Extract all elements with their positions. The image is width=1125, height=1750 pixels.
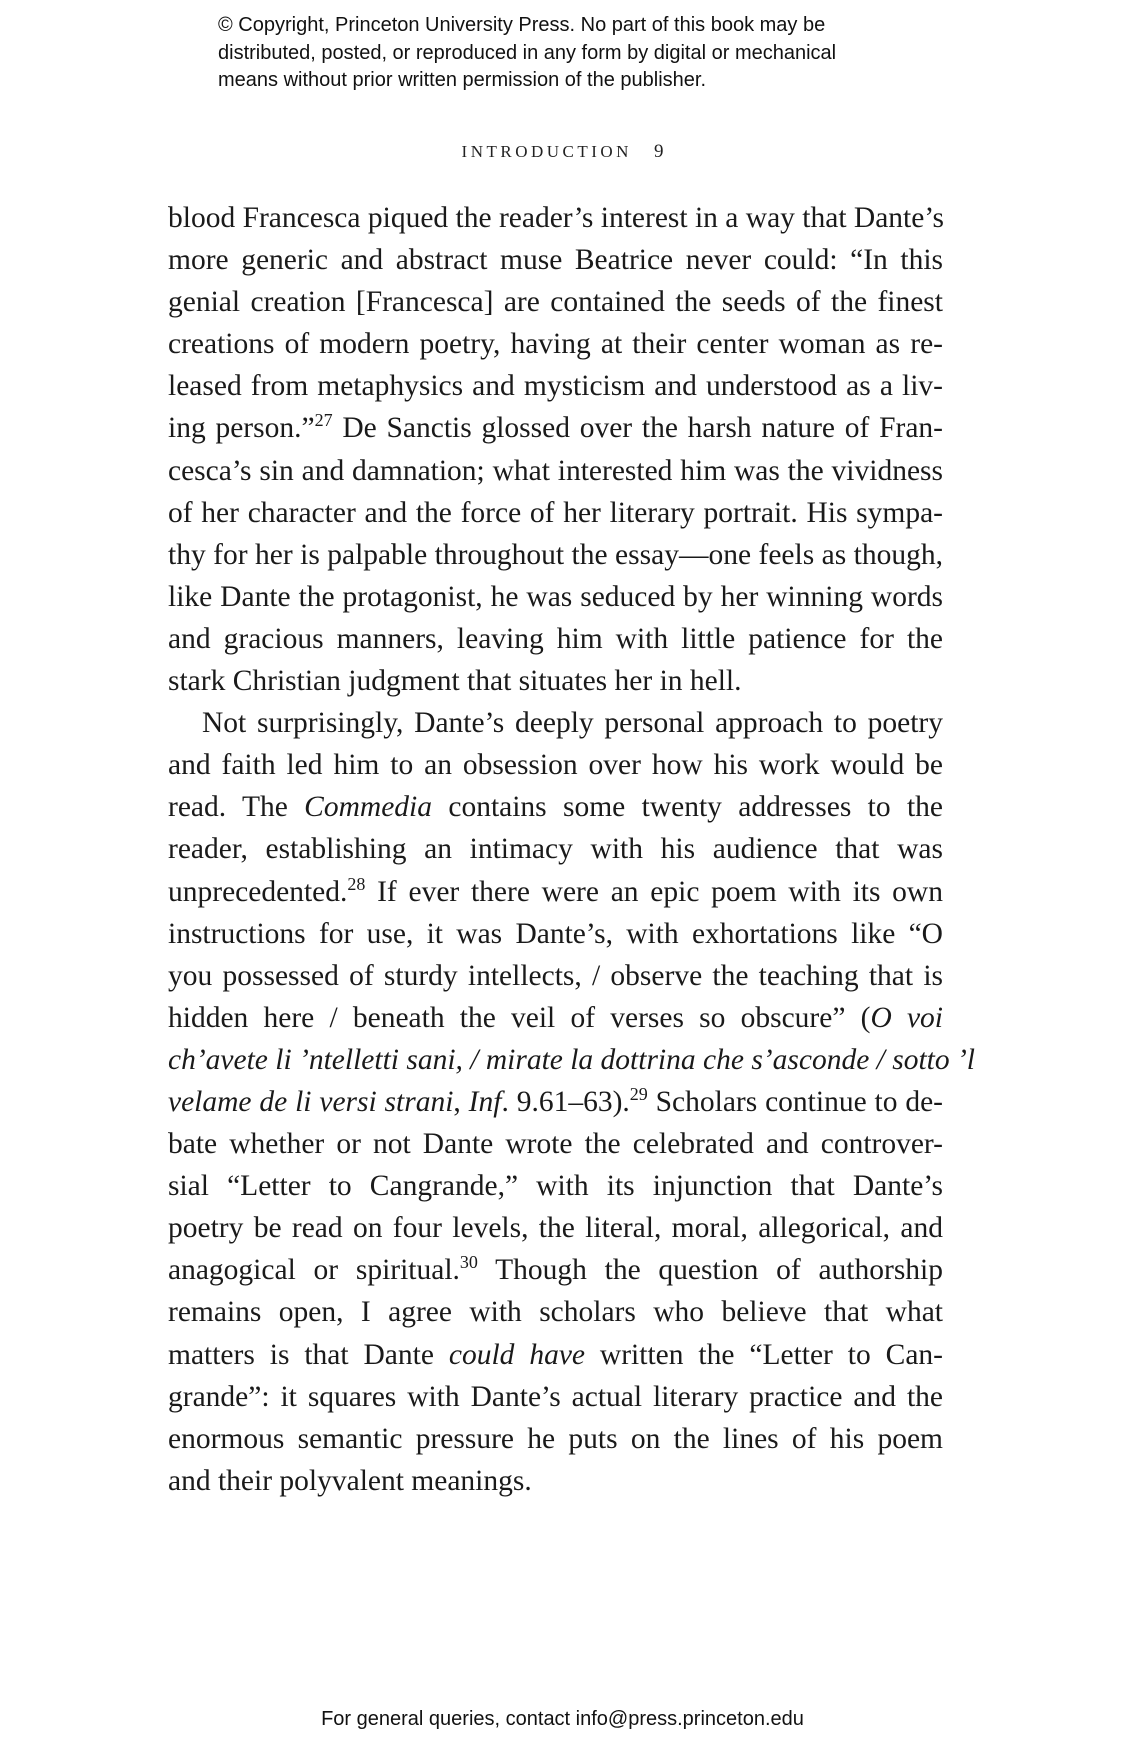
italic-abbrev: Inf	[468, 1085, 502, 1118]
footnote-ref-28: 28	[347, 873, 366, 894]
text-run: If ever there were an epic poem with its own	[365, 875, 943, 908]
text-line: grande”: it squares with Dante’s actual literary practice and the	[168, 1380, 943, 1413]
italic-quote: ch’avete li ’ntelletti sani, / mirate la dottrina che s’asconde / sotto ’l	[168, 1043, 976, 1076]
text-line: cesca’s sin and damnation; what interested him was the vividness	[168, 454, 943, 487]
copyright-line: © Copyright, Princeton University Press. No part of this book may be	[218, 14, 826, 36]
running-head-title: INTRODUCTION	[461, 142, 632, 161]
text-run: written the “Letter to Can-	[585, 1338, 944, 1371]
text-line: and their polyvalent meanings.	[168, 1464, 532, 1497]
copyright-line: distributed, posted, or reproduced in any form by digital or mechanical	[218, 41, 837, 64]
paragraph-start-line: Not surprisingly, Dante’s deeply personal approach to poetry	[202, 707, 943, 740]
italic-quote: velame de li versi strani	[168, 1085, 454, 1118]
italic-emphasis: could have	[448, 1338, 586, 1371]
text-line: stark Christian judgment that situates her in hell.	[168, 665, 742, 698]
copyright-notice	[218, 12, 938, 95]
text-run: hidden here / beneath the veil of verses so obscure” (	[168, 1001, 871, 1034]
text-run: read. The	[168, 791, 305, 824]
text-run: unprecedented.	[168, 875, 348, 908]
text-line	[168, 1334, 943, 1376]
text-line: leased from metaphysics and mysticism and understood as a liv-	[168, 370, 943, 403]
page-number: 9	[653, 141, 664, 162]
text-line: more generic and abstract muse Beatrice never could: “In this	[168, 244, 943, 277]
text-run: Though the question of authorship	[477, 1254, 944, 1287]
text-line: and gracious manners, leaving him with little patience for the	[168, 622, 943, 655]
text-line	[168, 1081, 943, 1123]
text-line	[168, 997, 943, 1039]
text-line: and faith led him to an obsession over how his work would be	[168, 749, 943, 782]
text-run: . 9.61–63).	[501, 1085, 630, 1118]
text-line: thy for her is palpable throughout the essay—one feels as though,	[168, 538, 943, 571]
italic-title: Commedia	[304, 791, 432, 824]
text-line: you possessed of sturdy intellects, / observe the teaching that is	[168, 959, 943, 992]
text-run: matters is that Dante	[168, 1338, 449, 1371]
text-line: creations of modern poetry, having at their center woman as re-	[168, 328, 943, 361]
text-run: anagogical or spiritual.	[168, 1254, 460, 1287]
text-line: remains open, I agree with scholars who believe that what	[168, 1296, 943, 1329]
text-line	[168, 1249, 943, 1291]
text-line: bate whether or not Dante wrote the celebrated and controver-	[168, 1128, 943, 1161]
text-run: contains some twenty addresses to the	[432, 791, 943, 824]
text-run: ing person.”	[168, 412, 315, 445]
text-run: De Sanctis glossed over the harsh nature of Fran-	[332, 412, 944, 445]
copyright-line: means without prior written permission of the publisher.	[218, 69, 707, 91]
text-line: like Dante the protagonist, he was seduced by her winning words	[168, 580, 943, 613]
text-line	[168, 786, 943, 828]
text-line: instructions for use, it was Dante’s, with exhortations like “O	[168, 917, 943, 950]
text-run: ,	[453, 1085, 469, 1118]
text-line: enormous semantic pressure he puts on the lines of his poem	[168, 1422, 943, 1455]
body-text	[168, 197, 976, 1502]
italic-quote: O voi	[870, 1001, 943, 1034]
text-run: Scholars continue to de-	[647, 1085, 944, 1118]
text-line	[168, 871, 943, 913]
text-line: blood Francesca piqued the reader’s interest in a way that Dante’s	[168, 202, 945, 234]
footnote-ref-29: 29	[629, 1083, 648, 1104]
text-line	[168, 1039, 976, 1081]
text-line: reader, establishing an intimacy with his audience that was	[168, 833, 943, 866]
footer-contact: For general queries, contact info@press.princeton.edu	[321, 1708, 804, 1730]
text-line: poetry be read on four levels, the literal, moral, allegorical, and	[168, 1212, 943, 1245]
footnote-ref-30: 30	[459, 1252, 478, 1273]
text-line: of her character and the force of her literary portrait. His sympa-	[168, 496, 943, 529]
text-line: sial “Letter to Cangrande,” with its injunction that Dante’s	[168, 1170, 943, 1203]
running-head	[0, 141, 1125, 163]
text-line: genial creation [Francesca] are contained the seeds of the finest	[168, 286, 943, 319]
text-line	[168, 407, 943, 449]
footnote-ref-27: 27	[314, 410, 333, 431]
